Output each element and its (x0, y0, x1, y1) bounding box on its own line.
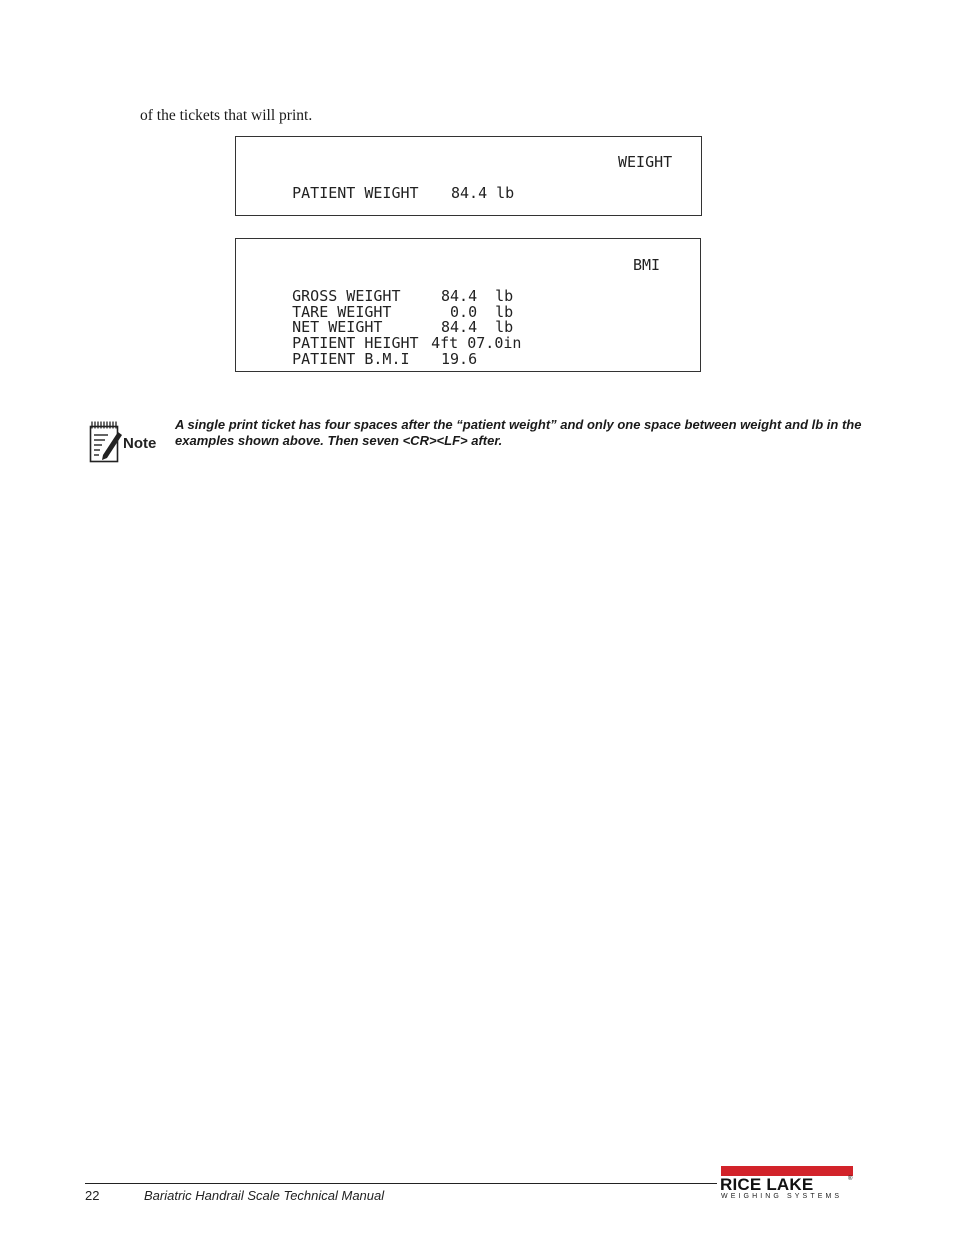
ticket-line-label: PATIENT B.M.I (292, 350, 410, 368)
ticket-line-value: 0.0 (450, 303, 478, 321)
logo-wordmark: RICE LAKE (720, 1175, 814, 1194)
ticket-line-value: 4ft 07.0in (431, 334, 522, 352)
ticket-line-unit: lb (496, 184, 515, 202)
bmi-ticket (235, 238, 701, 372)
weight-ticket-heading: WEIGHT (618, 153, 673, 171)
note-text: A single print ticket has four spaces after the “patient weight” and only one space between weight and lb in the examples shown above. Then seven <CR><LF> after. (175, 417, 862, 448)
logo-registered-mark: ® (848, 1176, 853, 1182)
ticket-line-value: 19.6 (441, 350, 478, 368)
ticket-line-unit: lb (495, 287, 514, 305)
bmi-ticket-heading: BMI (633, 256, 661, 274)
manual-title: Bariatric Handrail Scale Technical Manual (144, 1188, 385, 1203)
ticket-line-value: 84.4 (441, 287, 478, 305)
ticket-line-label: PATIENT HEIGHT (292, 334, 419, 352)
ticket-line-label: PATIENT WEIGHT (292, 184, 419, 202)
weight-ticket (235, 136, 702, 216)
ticket-line-patient-bmi (256, 335, 477, 383)
ticket-line-unit: lb (495, 318, 514, 336)
note-icon-label: Note (123, 435, 157, 452)
page-number: 22 (85, 1188, 100, 1203)
intro-text: of the tickets that will print. (140, 107, 313, 124)
ticket-line-label: TARE WEIGHT (292, 303, 392, 321)
ticket-line-unit: lb (495, 303, 514, 321)
ticket-line-value: 84.4 (441, 318, 478, 336)
ticket-line-label: GROSS WEIGHT (292, 287, 401, 305)
ticket-line-patient-weight (256, 169, 514, 217)
ticket-line-label: NET WEIGHT (292, 318, 383, 336)
logo-subtitle: WEIGHING SYSTEMS (721, 1193, 843, 1200)
ticket-line-value: 84.4 (451, 184, 488, 202)
footer-rule (85, 1183, 717, 1184)
rice-lake-logo (717, 1166, 855, 1200)
note-icon (88, 419, 164, 465)
